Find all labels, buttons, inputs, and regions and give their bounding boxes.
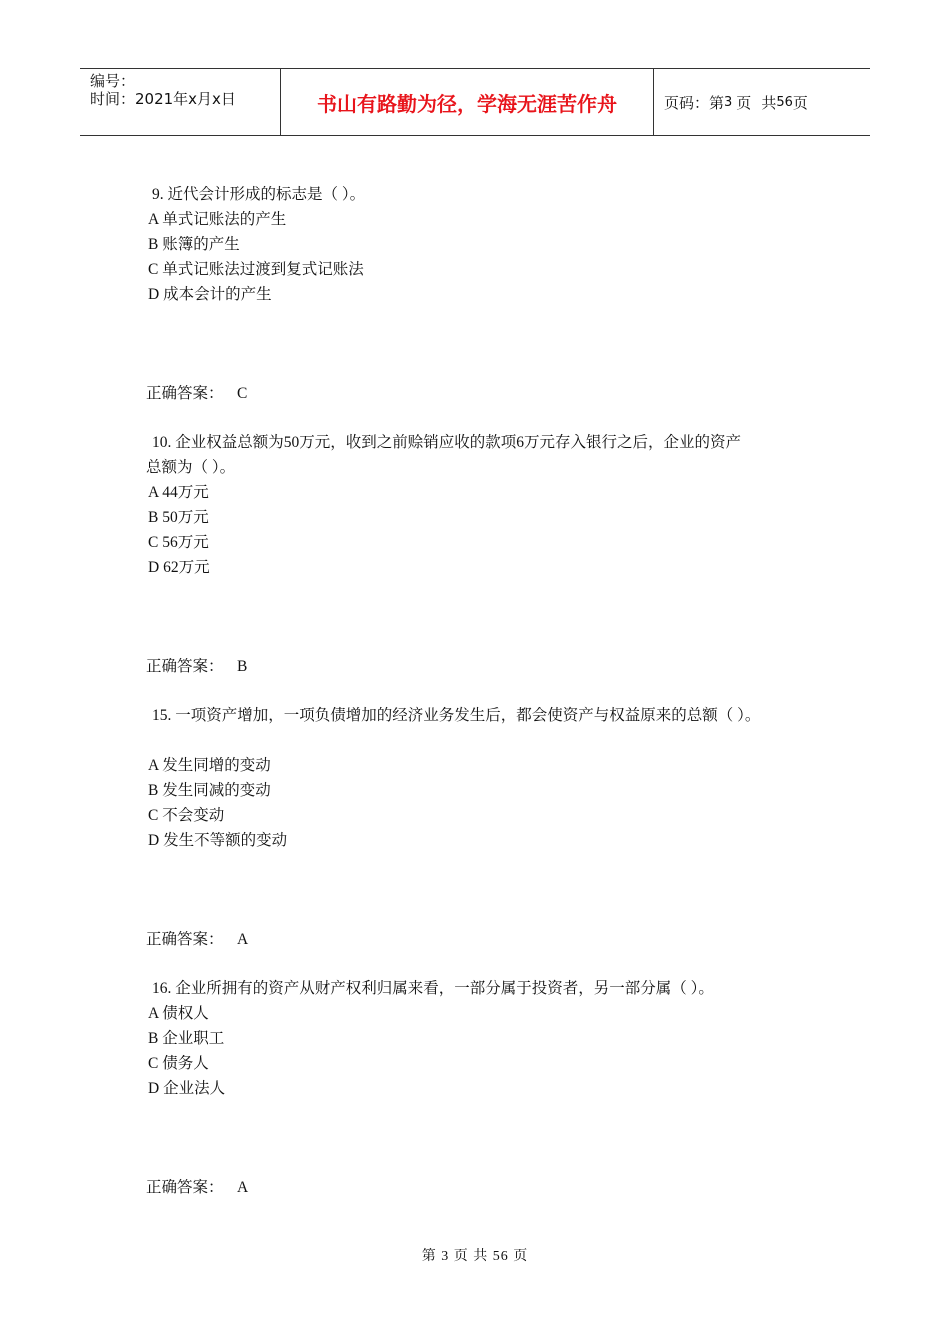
option-a: A 44万元: [148, 484, 209, 501]
page-prefix: 页码：第: [664, 93, 725, 112]
question-title: [146, 430, 836, 480]
question-item: [146, 182, 836, 406]
option-c: C 债务人: [148, 1055, 209, 1072]
answer-line: [146, 381, 836, 406]
header-page-info: [654, 69, 870, 135]
option-b: B 50万元: [148, 509, 209, 526]
option-d: D 发生不等额的变动: [148, 832, 288, 849]
answer-value: B: [237, 658, 248, 675]
answer-value: A: [237, 1179, 249, 1196]
answer-value: A: [237, 931, 249, 948]
header-meta-cell: [80, 69, 281, 135]
question-item: [146, 976, 836, 1200]
page-total-prefix: 共: [761, 93, 777, 112]
option-b: B 企业职工: [148, 1030, 225, 1047]
serial-label: 编号：: [90, 72, 136, 90]
answer-label: 正确答案：: [146, 931, 224, 948]
answer-value: C: [237, 385, 248, 402]
page-suffix: 页: [792, 93, 808, 112]
page-current: 3: [724, 94, 733, 110]
question-title-line2: 总额为（ ）。: [146, 459, 236, 476]
option-c: C 56万元: [148, 534, 209, 551]
answer-line: [146, 1175, 836, 1200]
option-a: A 发生同增的变动: [148, 757, 271, 774]
option-d: D 62万元: [148, 559, 210, 576]
page-mid: 页: [736, 93, 752, 112]
option-d: D 成本会计的产生: [148, 286, 272, 303]
question-title-line1: 10. 企业权益总额为50万元，收到之前赊销应收的款项6万元存入银行之后，企业的资产: [152, 434, 742, 451]
option-b: B 发生同减的变动: [148, 782, 271, 799]
option-b: B 账簿的产生: [148, 236, 240, 253]
option-a: A 债权人: [148, 1005, 209, 1022]
spacer: [146, 728, 836, 753]
option-c: C 单式记账法过渡到复式记账法: [148, 261, 364, 278]
option-a: A 单式记账法的产生: [148, 211, 287, 228]
question-item: [146, 430, 836, 679]
answer-line: [146, 654, 836, 679]
question-item: [146, 703, 836, 952]
page-total: 56: [776, 94, 793, 110]
question-title: 16. 企业所拥有的资产从财产权利归属来看，一部分属于投资者，另一部分属（ ）。: [152, 980, 714, 997]
answer-label: 正确答案：: [146, 1179, 224, 1196]
page-footer: 第 3 页 共 56 页: [421, 1249, 529, 1264]
document-header: [80, 68, 870, 136]
option-c: C 不会变动: [148, 807, 225, 824]
answer-line: [146, 927, 836, 952]
question-title: 15. 一项资产增加，一项负债增加的经济业务发生后，都会使资产与权益原来的总额（ ）。: [152, 707, 761, 724]
question-list: [146, 182, 836, 1224]
answer-label: 正确答案：: [146, 658, 224, 675]
time-label: 时间：2021年x月x日: [90, 90, 236, 108]
option-d: D 企业法人: [148, 1080, 226, 1097]
answer-label: 正确答案：: [146, 385, 224, 402]
question-title: 9. 近代会计形成的标志是（ ）。: [152, 186, 366, 203]
header-motto: 书山有路勤为径，学海无涯苦作舟: [281, 69, 654, 135]
